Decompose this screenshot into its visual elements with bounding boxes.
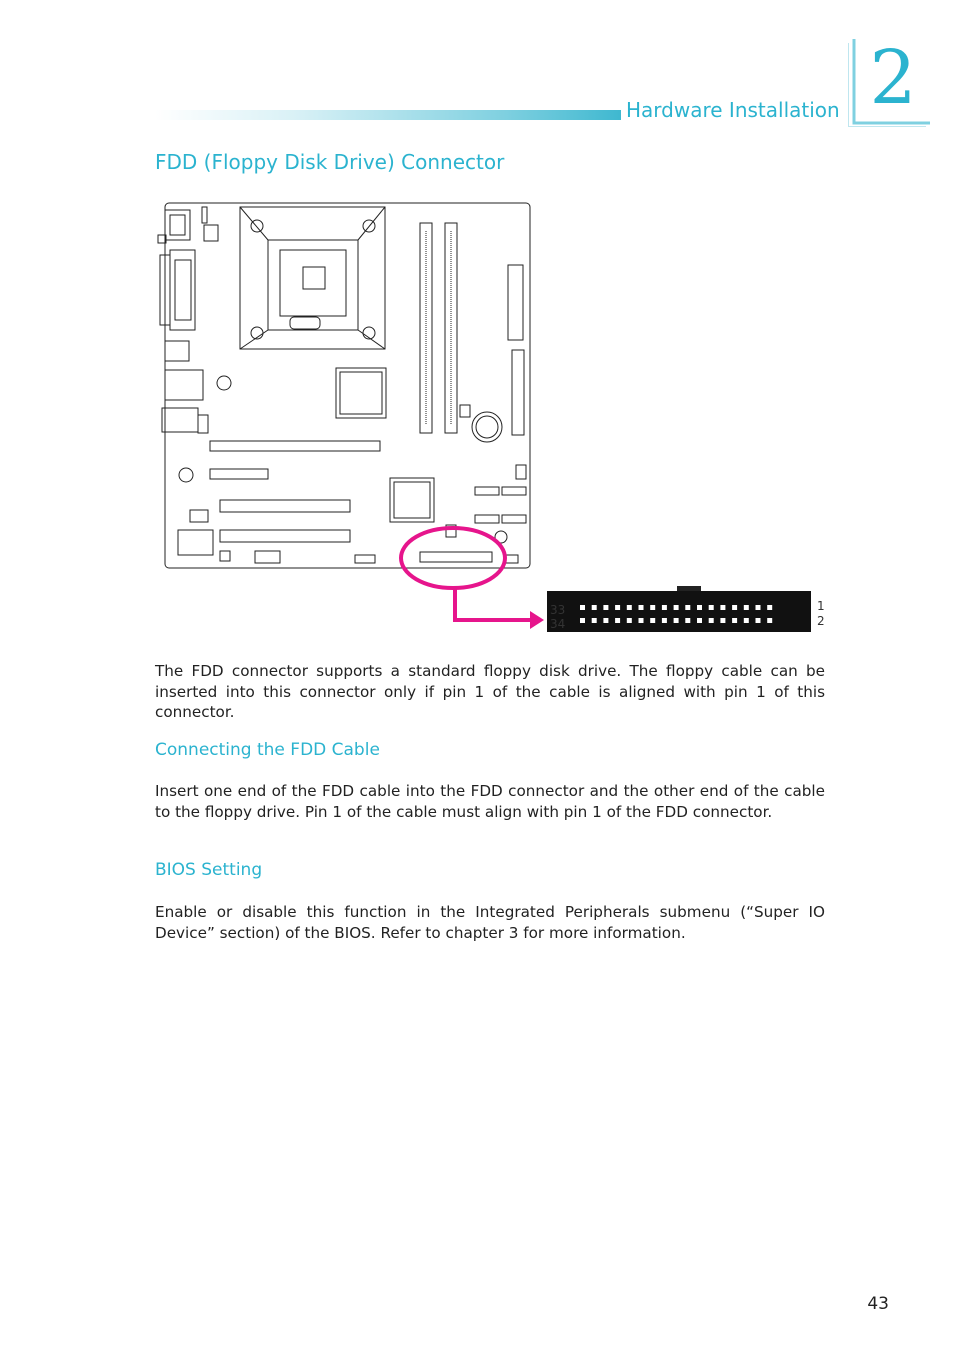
connector-pin bbox=[650, 618, 655, 623]
chapter-number: 2 bbox=[869, 35, 917, 121]
section-title: FDD (Floppy Disk Drive) Connector bbox=[155, 150, 505, 174]
connector-pin bbox=[580, 605, 585, 610]
connector-pin bbox=[639, 618, 644, 623]
intro-paragraph: The FDD connector supports a standard floppy disk drive. The floppy cable can be inserted into this connector only if pin 1 of the cable is aligned with pin 1 of this connector. bbox=[155, 662, 825, 721]
connector-pin bbox=[615, 605, 620, 610]
connector-pin bbox=[709, 618, 714, 623]
connector-pin bbox=[650, 605, 655, 610]
bios-heading: BIOS Setting bbox=[155, 860, 263, 880]
connector-pin bbox=[662, 605, 667, 610]
pin-label-33: 33 bbox=[550, 603, 566, 617]
connector-pin bbox=[603, 605, 608, 610]
connector-pin bbox=[697, 605, 702, 610]
connector-pin bbox=[627, 605, 632, 610]
connector-pin bbox=[592, 618, 597, 623]
connector-pin bbox=[580, 618, 585, 623]
motherboard-diagram bbox=[150, 195, 850, 645]
header-gradient-bar bbox=[155, 110, 621, 120]
connector-pin bbox=[627, 618, 632, 623]
header-section-label: Hardware Installation bbox=[626, 98, 840, 122]
connector-pin bbox=[685, 605, 690, 610]
bios-paragraph: Enable or disable this function in the Integrated Peripherals submenu (“Super IO Device” section) of the BIOS. Refer to chapter 3 for more information. bbox=[155, 903, 825, 942]
connector-pin bbox=[720, 618, 725, 623]
callout-arrow-head bbox=[530, 611, 544, 629]
chipset-southbridge bbox=[390, 478, 434, 522]
chipset-northbridge bbox=[336, 368, 386, 418]
connector-pin bbox=[639, 605, 644, 610]
connector-pin bbox=[674, 605, 679, 610]
connecting-paragraph: Insert one end of the FDD cable into the FDD connector and the other end of the cable to the floppy drive. Pin 1 of the cable must align with pin 1 of the FDD connector. bbox=[155, 782, 825, 821]
connecting-heading: Connecting the FDD Cable bbox=[155, 740, 380, 760]
connector-pin bbox=[592, 605, 597, 610]
connector-pin bbox=[674, 618, 679, 623]
connector-pin bbox=[732, 605, 737, 610]
connector-pin bbox=[744, 605, 749, 610]
connector-pin bbox=[697, 618, 702, 623]
connector-pin bbox=[767, 618, 772, 623]
connector-pin bbox=[709, 605, 714, 610]
connector-pin bbox=[685, 618, 690, 623]
connector-pin bbox=[744, 618, 749, 623]
connector-pin bbox=[662, 618, 667, 623]
connector-pin bbox=[767, 605, 772, 610]
callout-arrow-line bbox=[455, 588, 530, 620]
pci-slot-1 bbox=[220, 500, 350, 512]
connector-pin bbox=[756, 618, 761, 623]
page-number: 43 bbox=[867, 1294, 889, 1314]
fdd-connector-onboard bbox=[420, 552, 492, 562]
pin-label-1: 1 bbox=[817, 599, 825, 613]
pcie-x16-slot bbox=[210, 441, 380, 451]
ide-connector bbox=[512, 350, 524, 435]
pin-label-34: 34 bbox=[550, 617, 566, 631]
pcie-x1-slot bbox=[210, 469, 268, 479]
connector-pin bbox=[732, 618, 737, 623]
atx-power-connector bbox=[508, 265, 523, 340]
connector-pin bbox=[615, 618, 620, 623]
fdd-connector-enlarged bbox=[547, 591, 811, 632]
board-outline bbox=[165, 203, 530, 568]
pin-label-2: 2 bbox=[817, 614, 825, 628]
pci-slot-2 bbox=[220, 530, 350, 542]
connector-pin bbox=[720, 605, 725, 610]
connector-pin bbox=[756, 605, 761, 610]
connector-pin bbox=[603, 618, 608, 623]
